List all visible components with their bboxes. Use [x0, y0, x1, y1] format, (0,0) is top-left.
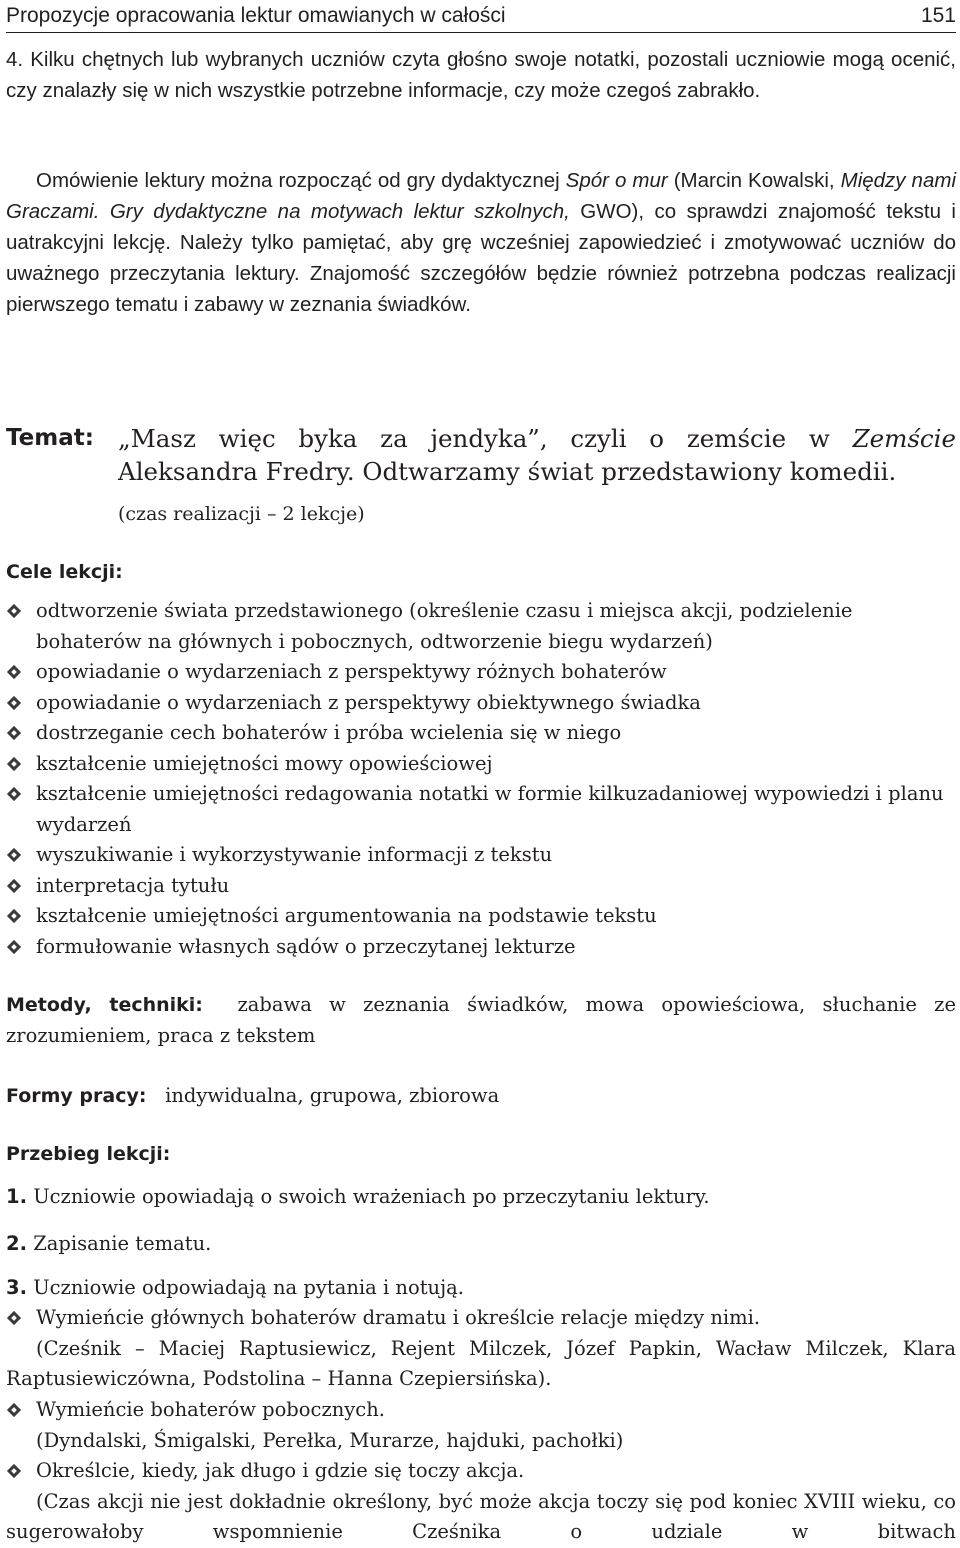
diamond-bullet-icon: [7, 878, 21, 892]
question-text: Wymieńcie bohaterów pobocznych.: [36, 1398, 385, 1421]
diamond-bullet-icon: [7, 848, 21, 862]
page-number: 151: [920, 4, 956, 27]
intro-paragraph: [6, 165, 956, 320]
topic-text-a: „Masz więc byka za jendyka”, czyli o zemście w: [118, 424, 853, 453]
list-item: [6, 718, 956, 749]
topic-text: [118, 422, 956, 488]
question-2: [6, 1395, 956, 1456]
goal-text: formułowanie własnych sądów o przeczytanej lekturze: [36, 934, 576, 958]
list-item: [6, 779, 956, 840]
intro-item-4: [6, 44, 956, 106]
diamond-bullet-icon: [7, 726, 21, 740]
game-title: Spór o mur: [565, 169, 668, 192]
step-number: 2.: [6, 1232, 27, 1255]
list-item: [6, 596, 956, 657]
goals-label: Cele lekcji:: [6, 561, 123, 583]
running-header: [6, 2, 956, 33]
goal-text: opowiadanie o wydarzeniach z perspektywy obiektywnego świadka: [36, 690, 701, 714]
question-text: Określcie, kiedy, jak długo i gdzie się toczy akcja.: [36, 1459, 525, 1482]
step-text: Zapisanie tematu.: [33, 1232, 212, 1255]
book-title: Między nami Graczami. Gry dydaktyczne na motywach lektur szkolnych,: [6, 169, 956, 223]
step-text: Uczniowie odpowiadają na pytania i notują.: [33, 1276, 464, 1299]
forms-label: Formy pracy:: [6, 1085, 147, 1107]
methods: [6, 990, 956, 1051]
topic-italic: Zemście: [852, 424, 956, 453]
intro-text-a: Omówienie lektury można rozpocząć od gry dydaktycznej: [36, 169, 566, 192]
topic-text-b: Aleksandra Fredry. Odtwarzamy świat przedstawiony komedii.: [118, 457, 897, 486]
methods-text: zabawa w zeznania świadków, mowa opowieściowa, słuchanie ze zrozumieniem, praca z tekstem: [6, 993, 956, 1047]
goal-text: opowiadanie o wydarzeniach z perspektywy różnych bohaterów: [36, 660, 667, 683]
forms: [6, 1081, 956, 1112]
list-item: [6, 901, 956, 932]
header-title: Propozycje opracowania lektur omawianych w całości: [6, 4, 506, 27]
goals-list: [6, 596, 956, 962]
answer-text: (Cześnik – Maciej Raptusiewicz, Rejent Milczek, Józef Papkin, Wacław Milczek, Klara Raptusiewiczówna, Podstolina – Hanna Czepiersińska).: [6, 1336, 956, 1390]
goal-text: dostrzeganie cech bohaterów i próba wcielenia się w niego: [36, 721, 622, 744]
question-1: [6, 1303, 956, 1395]
goal-text: odtworzenie świata przedstawionego (określenie czasu i miejsca akcji, podzielenie bohaterów na głównych i pobocznych, odtworzenie biegu wydarzeń): [36, 599, 853, 653]
question-text: Wymieńcie głównych bohaterów dramatu i określcie relacje między nimi.: [36, 1306, 761, 1329]
diamond-bullet-icon: [7, 939, 21, 953]
step-3: [6, 1273, 956, 1304]
step-2: [6, 1229, 956, 1260]
goal-text: kształcenie umiejętności argumentowania na podstawie tekstu: [36, 904, 657, 927]
step-1: [6, 1182, 956, 1213]
diamond-bullet-icon: [7, 909, 21, 923]
diamond-bullet-icon: [7, 665, 21, 679]
step-text: Uczniowie opowiadają o swoich wrażeniach po przeczytaniu lektury.: [33, 1185, 710, 1208]
answer-text: (Czas akcji nie jest dokładnie określony, być może akcja toczy się pod koniec XVIII wieku, co sugerowałoby wspomnienie Cześnika o udziale w bitwach: [6, 1489, 956, 1543]
diamond-bullet-icon: [7, 756, 21, 770]
diamond-bullet-icon: [7, 787, 21, 801]
list-item: [6, 871, 956, 902]
step-number: 3.: [6, 1276, 27, 1299]
list-item: [6, 840, 956, 871]
forms-text: indywidualna, grupowa, zbiorowa: [165, 1084, 500, 1107]
list-item: [6, 749, 956, 780]
list-item: [6, 657, 956, 688]
question-3: [6, 1456, 956, 1548]
step-number: 1.: [6, 1185, 27, 1208]
answer-text: (Dyndalski, Śmigalski, Perełka, Murarze, hajduki, pachołki): [36, 1428, 624, 1452]
goal-text: kształcenie umiejętności mowy opowieściowej: [36, 751, 493, 775]
intro-item-4-text: 4. Kilku chętnych lub wybranych uczniów czyta głośno swoje notatki, pozostali uczniowie mogą ocenić, czy znalazły się w nich wszystkie potrzebne informacje, czy może czegoś zabrakło.: [6, 48, 956, 102]
goal-text: interpretacja tytułu: [36, 873, 230, 897]
list-item: [6, 688, 956, 719]
goal-text: kształcenie umiejętności redagowania notatki w formie kilkuzadaniowej wypowiedzi i planu wydarzeń: [36, 782, 944, 836]
lesson-duration: (czas realizacji – 2 lekcje): [118, 503, 365, 525]
methods-label: Metody, techniki:: [6, 994, 203, 1016]
intro-text-b: (Marcin Kowalski,: [667, 169, 841, 192]
topic-label: Temat:: [6, 425, 94, 451]
list-item: [6, 932, 956, 963]
goal-text: wyszukiwanie i wykorzystywanie informacji z tekstu: [36, 843, 553, 866]
course-label: Przebieg lekcji:: [6, 1143, 171, 1165]
diamond-bullet-icon: [7, 695, 21, 709]
diamond-bullet-icon: [7, 604, 21, 618]
intro-text-c: GWO), co sprawdzi znajomość tekstu i uatrakcyjni lekcję. Należy tylko pamiętać, aby grę wcześniej zapowiedzieć i zmotywować uczniów do uważnego przeczytania lektury. Znajomość szczegółów będzie również potrzebna podczas realizacji pierwszego tematu i zabawy w zeznania świadków.: [6, 200, 956, 316]
